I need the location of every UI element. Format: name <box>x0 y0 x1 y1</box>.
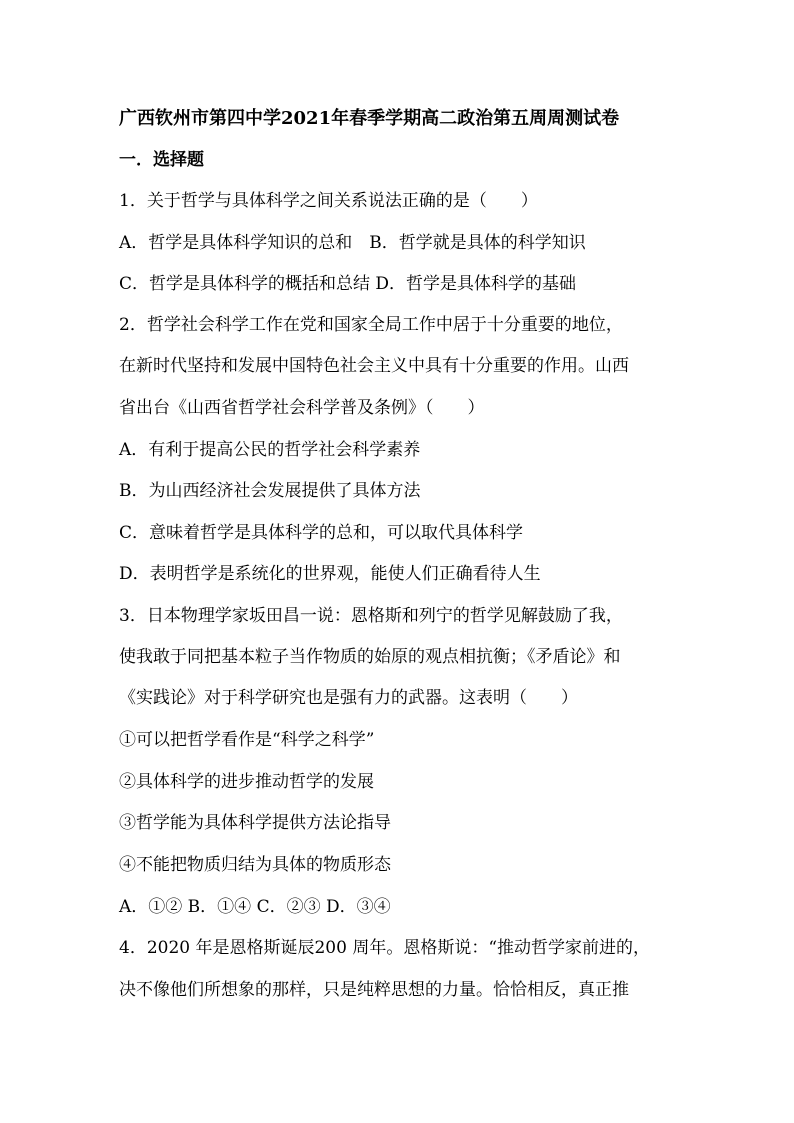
question-3-statement-3: ③哲学能为具体科学提供方法论指导 <box>119 813 391 833</box>
question-2-option-b: B．为山西经济社会发展提供了具体方法 <box>119 481 421 501</box>
document-title: 广西钦州市第四中学2021年春季学期高二政治第五周周测试卷 <box>119 108 620 129</box>
question-1-options-row-1: A．哲学是具体科学知识的总和 B．哲学就是具体的科学知识 <box>119 233 586 253</box>
question-2-stem-line-1: 2．哲学社会科学工作在党和国家全局工作中居于十分重要的地位， <box>119 315 623 335</box>
question-2-option-d: D．表明哲学是系统化的世界观，能使人们正确看待人生 <box>119 564 541 584</box>
question-4-stem-line-2: 决不像他们所想象的那样，只是纯粹思想的力量。恰恰相反，真正推 <box>119 980 629 1000</box>
question-3-stem-line-2: 使我敢于同把基本粒子当作物质的始原的观点相抗衡；《矛盾论》和 <box>119 647 621 667</box>
question-3-statement-1: ①可以把哲学看作是“科学之科学” <box>119 730 375 750</box>
question-2-option-a: A．有利于提高公民的哲学社会科学素养 <box>119 440 421 460</box>
question-3-statement-4: ④不能把物质归结为具体的物质形态 <box>119 855 391 875</box>
question-2-stem-line-2: 在新时代坚持和发展中国特色社会主义中具有十分重要的作用。山西 <box>119 356 629 376</box>
question-4-stem-line-1: 4．2020 年是恩格斯诞辰200 周年。恩格斯说：“推动哲学家前进的， <box>119 938 651 958</box>
question-3-options: A．①② B．①④ C．②③ D．③④ <box>119 897 391 917</box>
question-3-statement-2: ②具体科学的进步推动哲学的发展 <box>119 772 374 792</box>
question-2-stem-line-3: 省出台《山西省哲学社会科学普及条例》（ ） <box>119 398 485 418</box>
question-3-stem-line-3: 《实践论》对于科学研究也是强有力的武器。这表明（ ） <box>119 688 578 708</box>
section-heading: 一．选择题 <box>119 150 204 170</box>
question-1-stem: 1．关于哲学与具体科学之间关系说法正确的是（ ） <box>119 191 538 211</box>
question-1-options-row-2: C．哲学是具体科学的概括和总结 D．哲学是具体科学的基础 <box>119 274 577 294</box>
question-2-option-c: C．意味着哲学是具体科学的总和，可以取代具体科学 <box>119 523 524 543</box>
question-3-stem-line-1: 3．日本物理学家坂田昌一说：恩格斯和列宁的哲学见解鼓励了我， <box>119 606 623 626</box>
